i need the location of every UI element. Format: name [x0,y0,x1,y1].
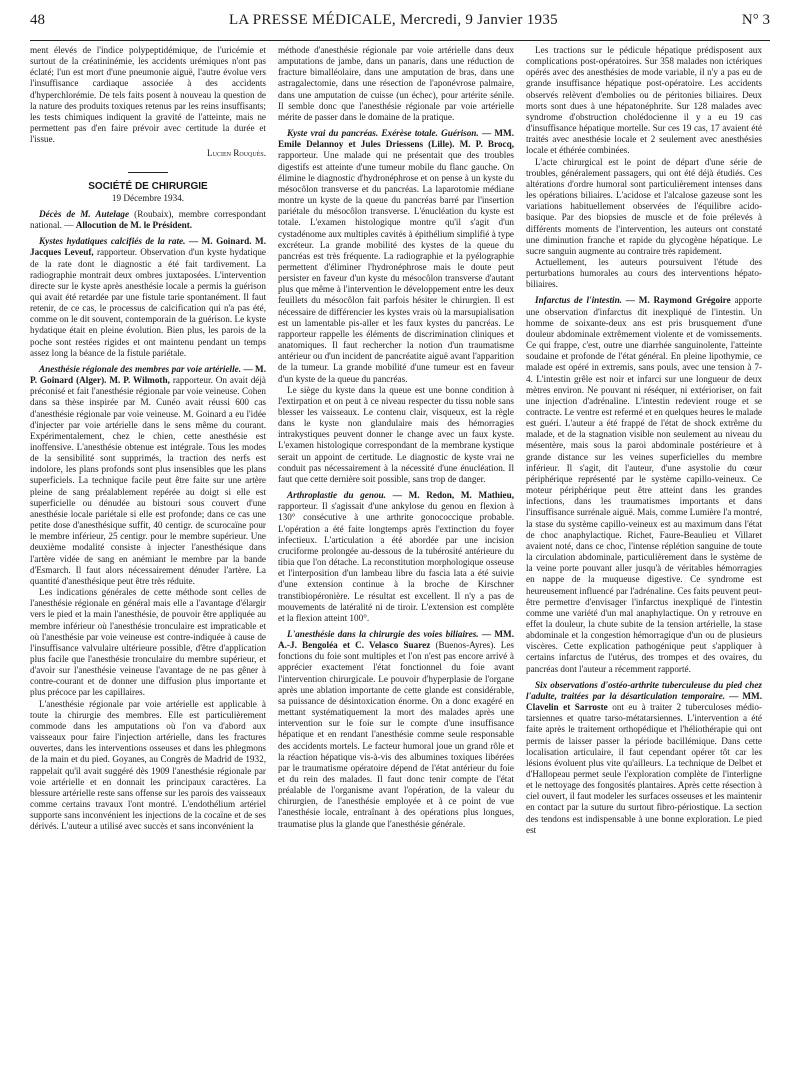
kystes-title: Kystes hydatiques calcifiés de la rate. [39,236,186,247]
kyste-paragraph-2: Le siège du kyste dans la queue est une bonne condition à l'extirpation et on peut à ce niveau respecter du tissu noble sans blesser les vaisseaux. Le contenu clair, visqueux, est la règle dans le kyste non glandulaire mais des hémorragies intrakystiques peuvent donner le change avec un faux kyste. L'examen histologique correspondant de la membrane kystique serait un appoint de certitude. Le diagnostic de kyste vrai ne conduit pas nécessairement à la nécessité d'une énucléation. Il faut que cette dernière soit possible, sans trop de danger. [278,384,514,484]
anesth-title: Anesthésie régionale des membres par voie artérielle. [39,363,242,374]
deces-allocution: Allocution de M. le Président. [75,220,193,231]
anesth-text: rapporteur. On avait déjà préconisé et fait l'anesthésie régionale par voie veineuse. Cohen dans sa thèse inspirée par M. Cunéo avait réussi 600 cas d'anesthésie régionale par voie veineuse. M. Goinard a eu l'idée d'injecter par voie artérielle dans le sens même du courant. Expérimentalement, chez le chien, cette anesthésie est inoffensive. L'anesthésie obtenue est intégrale. Tous les modes de la sensibilité sont supprimés, la traction des nerfs est indolore, les plans profonds sont plus insensibles que les plans superficiels. La technique facile peut être faite sur une artère pleine de sang préalablement repérée au doigt si elle est superficielle ou dénudée au bistouri sous couvert d'une anesthésie locale pariétale si elle est profonde; dans ce cas une petite dose d'anesthésique suffit, 40 centigr. de scurocaïne pour le membre inférieur, 25 centigr. pour le membre supérieur. Une deuxième modalité consiste à injecter l'anesthésique dans l'artère vidée de sang en anémiant le membre par la bande d'Esmarch. Il faut alors nécessairement dénuder l'artère. La quantité d'anesthésique peut être très réduite. [30,375,266,586]
anesth-paragraph-2: Les indications générales de cette méthode sont celles de l'anesthésie régionale en général mais elle a l'avantage d'élargir vers le pied et la main l'anesthésie, de pouvoir être appliquée au membre inférieur où l'anesthésie tronculaire est impraticable et où l'anesthésie par voie veineuse est contre-indiquée à cause de l'insuffisance valvulaire ultérieure possible, d'être d'application plus facile que l'anesthésie tronculaire du membre supérieur, et d'avoir sur l'anesthésie veineuse l'avantage de ne pas gêner à contre-courant et de donner une diffusion plus importante et plus précoce par les capillaires. [30,587,266,698]
column-3 [526,45,762,836]
kyste-paragraph [278,128,514,385]
voies-title: L'anesthésie dans la chirurgie des voies biliaires. [287,628,479,639]
kystes-text: rapporteur. Observation d'un kyste hydatique de la rate dont le diagnostic a été fait tardivement. La radiographie montrait deux ombres juxtaposées. L'intervention directe sur le kyste après anesthésie locale a permis la guérison qui avait été retardée par une fistule tarie spontanément. Il faut retenir, de ce cas, le processus de calcification qui n'a pas été, comme on le dit souvent, contemporain de la guérison. Le kyste hydatique était en pleine évolution. Bien plus, les parois de la poche sont restées rigides et ont maintenu pendant un temps assez long la béance de la fistule pariétale. [30,247,266,358]
kystes-paragraph [30,236,266,359]
anesth-authors: — M. P. Goinard (Alger). M. P. Wilmoth, [30,363,267,386]
infarct-paragraph [526,295,762,674]
page-header [30,12,770,36]
voies-authors: — MM. A.-J. Bengoléa et C. Velasco Suarez [278,628,515,651]
col3-continuation-2: L'acte chirurgical est le point de départ d'une série de troubles, généralement passagers, qui ont été déjà étudiés. Ces altérations d'ordre humoral sont particulièrement intenses dans les opérations biliaires. L'acidose et l'alcalose gazeuse sont les variations habituellement observées de l'équilibre acido-basique. Par des biopsies de muscle et de foie prélevés à différents moments de l'intervention, les auteurs ont constaté une diminution franche et rapide du glycogène hépatique. Le sucre sanguin augmente au contraire très rapidement. [526,156,762,256]
anesth-paragraph [30,364,266,587]
infarct-title: Infarctus de l'intestin. [535,295,622,306]
arthro-title: Arthroplastie du genou. [287,490,386,501]
header-rule [30,40,770,41]
text-columns [30,45,770,836]
infarct-authors: — M. Raymond Grégoire [625,295,731,306]
osteo-authors: — MM. Clavelin et Sarroste [526,690,763,713]
arthro-paragraph [278,490,514,624]
deces-paragraph [30,209,266,231]
column-1 [30,45,266,836]
journal-title: LA PRESSE MÉDICALE, Mercredi, 9 Janvier 1935 [228,12,558,28]
kyste-title: Kyste vrai du pancréas. Exérèse totale. Guérison. [287,128,479,139]
anesth-paragraph-3: L'anesthésie régionale par voie artérielle est applicable à toute la chirurgie des membres. Elle est particulièrement commode dans les amputations où l'on va d'abord aux vaisseaux pour faire l'injection artérielle, dans les fractures ouvertes, dans les interventions osseuses et dans les phlegmons de la main et du pied. Goyanes, au Congrès de Madrid de 1932, rappelait qu'il avait suggéré dès 1909 l'anesthésie régionale par voie artérielle et en donnait les principaux caractères. La blessure artérielle reste sans offense sur les parois des vaisseaux comme certains travaux l'ont montré. L'endothélium artériel supporte sans inconvénient les injections de la cocaïne et de ses dérivés. L'auteur a utilisé avec succès et sans inconvénient la [30,698,266,832]
arthro-text: rapporteur. Il s'agissait d'une ankylose du genou en flexion à 130° consécutive à une arthrite gonococcique probable. L'opération a été faite longtemps après l'extinction du foyer infectieux. L'articulation a été abordée par une incision cruciforme prolongée au-dessous de la tubérosité antérieure du tibia que l'on détache. La reconstitution morphologique osseuse et l'interposition d'un lambeau libre du fascia lata a été suivie d'une extension continue à la broche de Kirschner transtibiopéronière. Le résultat est excellent. Il n'y a pas de mouvements de latéralité ni de tiroir. L'extension est complète et la flexion atteint 100°. [278,501,514,623]
kyste-authors: — MM. Emile Delannoy et Jules Driessens (Lille). M. P. Brocq, [278,128,515,150]
column-2 [278,45,514,836]
section-divider [128,172,168,173]
infarct-text: apporte une observation d'infarctus dit inexpliqué de l'intestin. Un homme de soixante-deux ans est pris brusquement d'une douleur abdominale extrêmement violente et de vomissements. Ce qui frappe, c'est, outre une diarrhée sanguinolente, l'atteinte soudaine et profonde de l'état général. En pleine lipothymie, ce malade est opéré in extremis, sans pouls, avec une tension à 7-4. L'intestin grêle est noir et infarci sur une longueur de deux mètres environ. Ne pouvant ni réséquer, ni extérioriser, on fait une injection d'adrénaline. L'intestin redevient rouge et se contracte. Le ventre est refermé et en quelques heures le malade est guéri. L'auteur a été frappé de l'état de shock extrême du malade, et de la stagnation visible non seulement au niveau du mésentère, mais sous la paroi abdominale postérieure et à grande distance sur les veines superficielles du membre inférieur. Il s'agit, dit l'auteur, d'une asystolie du cœur périphérique représenté par le système capillo-veineux. Ce moteur périphérique peut être atteint dans les grandes infections, dans les traumatismes importants et dans l'insuffisance surrénale aiguë. Mais, comme Lumière l'a montré, la stase du système capillo-veineux est au maximum dans l'état de choc anaphylactique. Richet, Faure-Beaulieu et Villaret avaient noté, dans ce choc, l'intense réplétion sanguine de toute la circulation abdominale, particulièrement dans le système de la veine porte pouvant aller jusqu'à de véritables hémorragies en nappe de la muqueuse digestive. Ce syndrome est heureusement influencé par l'adrénaline. Ces faits peuvent peut-être permettre d'envisager l'infarctus inexpliqué de l'intestin comme une variété d'un mal anaphylactique. On y retrouve en effet la douleur, la chute subite de la tension artérielle, la stase abdominale et la congestion hémorragique d'un ou de plusieurs viscères. Cette explication pathogénique peut s'appliquer à certains infarctus de l'utérus, des trompes et des ovaires, du pancréas dont l'auteur a récemment rapporté. [526,295,763,674]
author-signature: Lucien Rouquès. [207,148,266,159]
kystes-authors: — M. Goinard. M. Jacques Leveuf, [30,236,267,258]
col3-continuation-3: Actuellement, les auteurs poursuivent l'étude des perturbations humorales au cours des interventions hépato-biliaires. [526,256,762,290]
kyste-text: rapporteur. Une malade qui ne présentait que des troubles digestifs est atteinte d'une tumeur mobile du flanc gauche. On élimine le diagnostic d'hydronéphrose et on pense à un kyste du mésocôlon transverse et du pancréas. La laparotomie médiane montre un kyste de la queue du pancréas barré par l'insertion pariétale du mésocôlon transverse. L'énucléation du kyste est totale. L'examen histologique montre qu'il s'agit d'un cystadénome aux multiples cavités à épithélium simplifié à type excréteur. La grande mobilité des kystes de la queue du pancréas est très fréquente. La radiographie et la pyélographie permettent d'éliminer l'hydronéphrose mais le doute peut persister en faveur d'un kyste du mésocôlon transverse d'autant plus que même à l'intervention le développement entre les deux feuillets du mésocôlon fait parfois hésiter le chirurgien. Il est nécessaire de différencier les kystes vrais où la marsupialisation est un lamentable pis-aller et les faux kystes du pancréas. Le rapporteur rappelle les éléments de discrimination cliniques et anatomiques. Il faut rechercher la notion d'un traumatisme antérieur ou d'un incident de pancréatite aiguë avant l'apparition de la tumeur. La grande mobilité d'une tumeur est en faveur d'un kyste de la queue du pancréas. [278,150,514,384]
page-number: 48 [30,12,45,28]
issue-number: N° 3 [741,12,770,28]
voies-paragraph [278,629,514,830]
deces-text: (Roubaix), membre correspondant national. — [30,208,266,231]
intro-paragraph: ment élevés de l'indice polypeptidémique, de l'uricémie et surtout de la créatininémie, les accidents urémiques n'ont pas éclaté; l'un est mort d'une pneumonie aiguë, l'autre évolue vers l'insuffisance cardiaque associée à des accidents d'hyperchlorémie. De tels faits posent à nouveau la question de la nature des produits toxiques retenus par les reins insuffisants; les tests chimiques indiquent la gravité de l'atteinte, mais ne permettent pas d'en faire prévoir avec certitude la durée et l'issue. [30,45,266,145]
session-date: 19 Décembre 1934. [111,192,185,203]
col3-continuation-1: Les tractions sur le pédicule hépatique prédisposent aux complications post-opératoires. Sur 358 malades non ictériques opérés avec des anesthésies de mode variable, il n'y a pas eu de grande insuffisance hépatique post-opératoire. Les accidents observés relèvent d'embolies ou de péritonies biliaires. Deux morts sont dues à une hépatonéphrite. Sur 128 malades avec syndrome d'obstruction cholédocienne il y a eu 19 cas d'insuffisance hépatique mortelle. Sur ces 19 cas, 17 avaient été traités avec anesthésie locale et 2 seulement avec anesthésies locale et éthérée combinées. [526,45,762,156]
voies-text: (Buenos-Ayres). Les fonctions du foie sont multiples et l'on n'est pas encore arrivé à apprécier exactement l'état fonctionnel du foie avant l'intervention chirurgicale. Le pouvoir d'hyperplasie de l'organe après une ablation importante de cette glande est considérable, sa puissance de désintoxication énorme. On a donc exagéré en mettant systématiquement la mort des malades après une intervention sur le foie sur le compte d'une insuffisance hépatique et en rendant l'anesthésie comme seule responsable des accidents mortels. Le facteur humoral joue un grand rôle et la réaction hépatique vis-à-vis des albumines toxiques libérées par le traumatisme opératoire dépend de l'état antérieur du foie et du rein des malades. Il faut donc tenir compte de l'état préalable de l'organisme avant l'opération, de la valeur du chirurgien, de l'anesthésie employée et à ce point de vue l'anesthésie locale, entraînant à des opérations plus longues, traumatise plus la glande que l'anesthésie générale. [278,640,515,829]
arthro-authors: — M. Redon, M. Mathieu, [392,490,515,501]
section-heading: SOCIÉTÉ DE CHIRURGIE [88,180,208,192]
osteo-text: ont eu à traiter 2 tuberculoses médio-tarsiennes et quatre tarso-métatarsiennes. L'intervention a été faite après le traitement orthopédique et l'héliothérapie qui ont permis de laisser passer la période bacillémique. Dans cette localisation articulaire, il faut cependant opérer tôt car les lésions évoluent plus vite qu'ailleurs. La technique de Delbet et d'Hallopeau permet seule l'exploration complète de l'interligne et le nettoyage des fongosités plantaires. Après cette résection à ciel ouvert, il faut modeler les surfaces osseuses et les maintenir en contact par la suture du surtout fibro-périostique. La section des tendons est indispensable à une bonne exploration. Le pied est [526,702,762,835]
col2-continuation: méthode d'anesthésie régionale par voie artérielle dans deux amputations de jambe, dans un panaris, dans une réduction de fracture bimalléolaire, dans une amputation de bras, dans une astragalectomie, dans une résection de l'aponévrose palmaire, dans une amputation de cuisse (un échec), pour artérite sénile. Il semble donc que l'anesthésie régionale par voie artérielle mérite de passer dans le domaine de la pratique. [278,45,514,122]
osteo-paragraph [526,680,762,836]
osteo-title: Six observations d'ostéo-arthrite tuberculeuse du pied chez l'adulte, traitées par la désarticulation temporaire. [526,679,762,701]
deces-title: Décès de M. Autelage [39,208,130,219]
